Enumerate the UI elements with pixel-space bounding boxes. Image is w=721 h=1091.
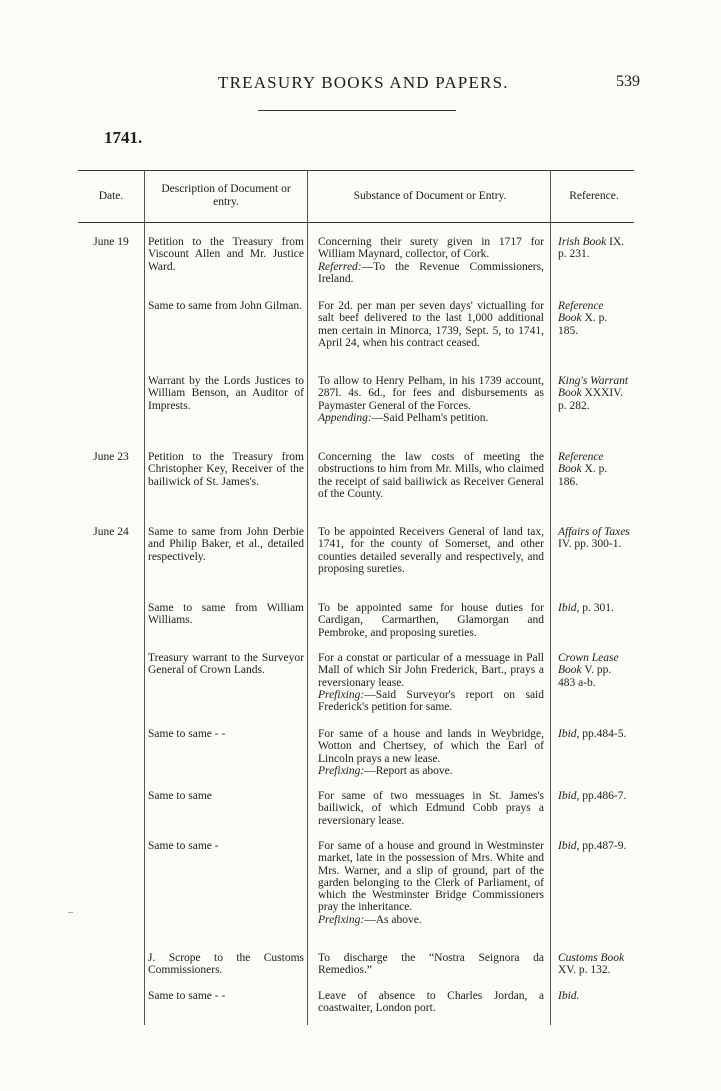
entry-note-label: Prefixing: <box>318 764 365 777</box>
reference-book: Ibid, <box>558 728 580 740</box>
entry-date: June 24 <box>93 526 129 538</box>
entry-note-label: Appending: <box>318 411 372 424</box>
entry-substance-text: To allow to Henry Pelham, in his 1739 account, 287l. 4s. 6d., for fees and disbursements as Paymaster General of the Forces. <box>318 375 544 412</box>
entry-reference <box>558 790 630 802</box>
column-divider <box>144 170 145 1025</box>
reference-location: IV. pp. 300-1. <box>558 538 622 551</box>
entry-substance <box>318 990 544 1015</box>
entry-reference <box>558 652 630 689</box>
margin-tick: – <box>68 907 73 918</box>
reference-book: Crown Lease Book <box>558 652 619 677</box>
entry-note-label: Prefixing: <box>318 913 365 926</box>
entry-description: Petition to the Treasury from Viscount Allen and Mr. Justice Ward. <box>148 236 304 273</box>
entry-substance <box>318 728 544 777</box>
entry-note-text: —Report as above. <box>364 764 453 777</box>
entry-substance-text: For 2d. per man per seven days' victualling for salt beef delivered to the last 1,000 additional men certain in Minorca, 1739, Sept. 5, to 1741, April 24, when his contract ceased. <box>318 300 544 349</box>
entry-description: Same to same - - <box>148 990 226 1002</box>
reference-book: Reference Book <box>558 300 604 325</box>
entry-substance-text: For a constat or particular of a messuage in Pall Mall of which Sir John Frederick, Bart., prays a reversionary lease. <box>318 652 544 689</box>
entry-note-label: Prefixing: <box>318 688 365 701</box>
entry-note-text: —To the Revenue Commissioners, Ireland. <box>318 260 544 285</box>
reference-book: Affairs of Taxes <box>558 526 630 538</box>
page-number: 539 <box>616 73 640 90</box>
entry-description: Same to same from John Derbie and Philip Baker, et al., detailed respectively. <box>148 526 304 563</box>
reference-book: Ibid, <box>558 602 580 614</box>
entry-substance <box>318 236 544 285</box>
entry-substance <box>318 451 544 500</box>
column-header-date: Date. <box>98 189 124 202</box>
reference-book: Ibid, <box>558 840 580 852</box>
entry-date: June 19 <box>93 236 129 248</box>
entry-substance <box>318 375 544 424</box>
reference-location: XXXIV. p. 282. <box>558 387 623 412</box>
entry-substance-text: To discharge the “Nostra Seignora da Remedios.” <box>318 952 544 977</box>
entry-substance-text: Leave of absence to Charles Jordan, a coastwaiter, London port. <box>318 990 544 1015</box>
reference-book: Ibid. <box>558 990 580 1002</box>
column-header-description: Description of Document or entry. <box>161 183 291 208</box>
reference-location: pp.486-7. <box>582 790 627 802</box>
reference-location: V. pp. 483 a-b. <box>558 664 612 689</box>
reference-location: p. 301. <box>582 602 614 614</box>
reference-book: Irish Book <box>558 236 607 248</box>
entry-description: Petition to the Treasury from Christopher Key, Receiver of the bailiwick of St. James's. <box>148 451 304 488</box>
entry-reference <box>558 990 630 1002</box>
entry-substance-text: For same of a house and ground in Westminster market, late in the possession of Mrs. White and Mrs. Warner, and a slip of ground, part of the garden belonging to the Clerk of Parliament, of which the Westminster Bridge Commissioners pray the inheritance. <box>318 840 544 914</box>
reference-location: X. p. 185. <box>558 312 608 337</box>
entry-description: Same to same from John Gilman. <box>148 300 302 312</box>
entry-substance-text: To be appointed Receivers General of land tax, 1741, for the county of Somerset, and other counties detailed severally and respectively, and proposing sureties. <box>318 526 544 575</box>
entry-description: Same to same - - <box>148 728 226 740</box>
column-header-reference: Reference. <box>569 189 619 202</box>
entry-substance <box>318 602 544 639</box>
entry-reference <box>558 602 630 614</box>
entry-substance <box>318 952 544 977</box>
entry-description: Warrant by the Lords Justices to William Benson, an Auditor of Imprests. <box>148 375 304 412</box>
entry-substance-text: Concerning their surety given in 1717 for William Maynard, collector, of Cork. <box>318 236 544 261</box>
reference-book: Ibid, <box>558 790 580 802</box>
entry-substance <box>318 652 544 713</box>
entry-substance-text: To be appointed same for house duties for Cardigan, Carmarthen, Glamorgan and Pembroke, and proposing sureties. <box>318 602 544 639</box>
entry-reference <box>558 236 630 261</box>
entry-date: June 23 <box>93 451 129 463</box>
entry-substance-text: For same of two messuages in St. James's bailiwick, of which Edmund Cobb prays a reversionary lease. <box>318 790 544 827</box>
records-table <box>78 170 634 1025</box>
entry-reference <box>558 375 630 412</box>
entry-substance-text: Concerning the law costs of meeting the obstructions to him from Mr. Mills, who claimed the receipt of said bailiwick as Receiver General of the County. <box>318 451 544 500</box>
reference-book: King's Warrant Book <box>558 375 629 400</box>
header-rule <box>258 110 456 111</box>
entry-reference <box>558 728 630 740</box>
entry-description: Same to same from William Williams. <box>148 602 304 627</box>
entry-description: Same to same - <box>148 840 219 852</box>
entry-reference <box>558 952 630 977</box>
year-heading: 1741. <box>104 128 143 147</box>
reference-book: Reference Book <box>558 451 604 476</box>
entry-reference <box>558 526 630 551</box>
entry-substance <box>318 526 544 575</box>
entry-reference <box>558 840 630 852</box>
entry-reference <box>558 451 630 488</box>
entry-note-text: —As above. <box>364 913 422 926</box>
reference-location: XV. p. 132. <box>558 964 611 977</box>
column-divider <box>307 170 308 1025</box>
entry-substance <box>318 840 544 926</box>
entry-reference <box>558 300 630 337</box>
entry-substance-text: For same of a house and lands in Weybridge, Wotton and Chertsey, of which the Earl of Lincoln prays a new lease. <box>318 728 544 765</box>
reference-location: pp.487-9. <box>582 840 627 852</box>
entry-substance <box>318 300 544 349</box>
reference-location: IX. p. 231. <box>558 236 625 261</box>
entry-note-text: —Said Pelham's petition. <box>371 411 489 424</box>
column-divider <box>550 170 551 1025</box>
entry-description: Same to same <box>148 790 212 802</box>
entry-note-label: Referred: <box>318 260 362 273</box>
entry-note-text: —Said Surveyor's report on said Frederick's petition for same. <box>318 688 544 714</box>
column-header-substance: Substance of Document or Entry. <box>353 189 507 202</box>
entry-substance <box>318 790 544 827</box>
page-title: TREASURY BOOKS AND PAPERS. <box>218 73 509 92</box>
entry-description: Treasury warrant to the Surveyor General of Crown Lands. <box>148 652 304 677</box>
reference-book: Customs Book <box>558 952 625 964</box>
reference-location: X. p. 186. <box>558 463 608 488</box>
entry-description: J. Scrope to the Customs Commissioners. <box>148 952 304 977</box>
reference-location: pp.484-5. <box>582 728 627 740</box>
